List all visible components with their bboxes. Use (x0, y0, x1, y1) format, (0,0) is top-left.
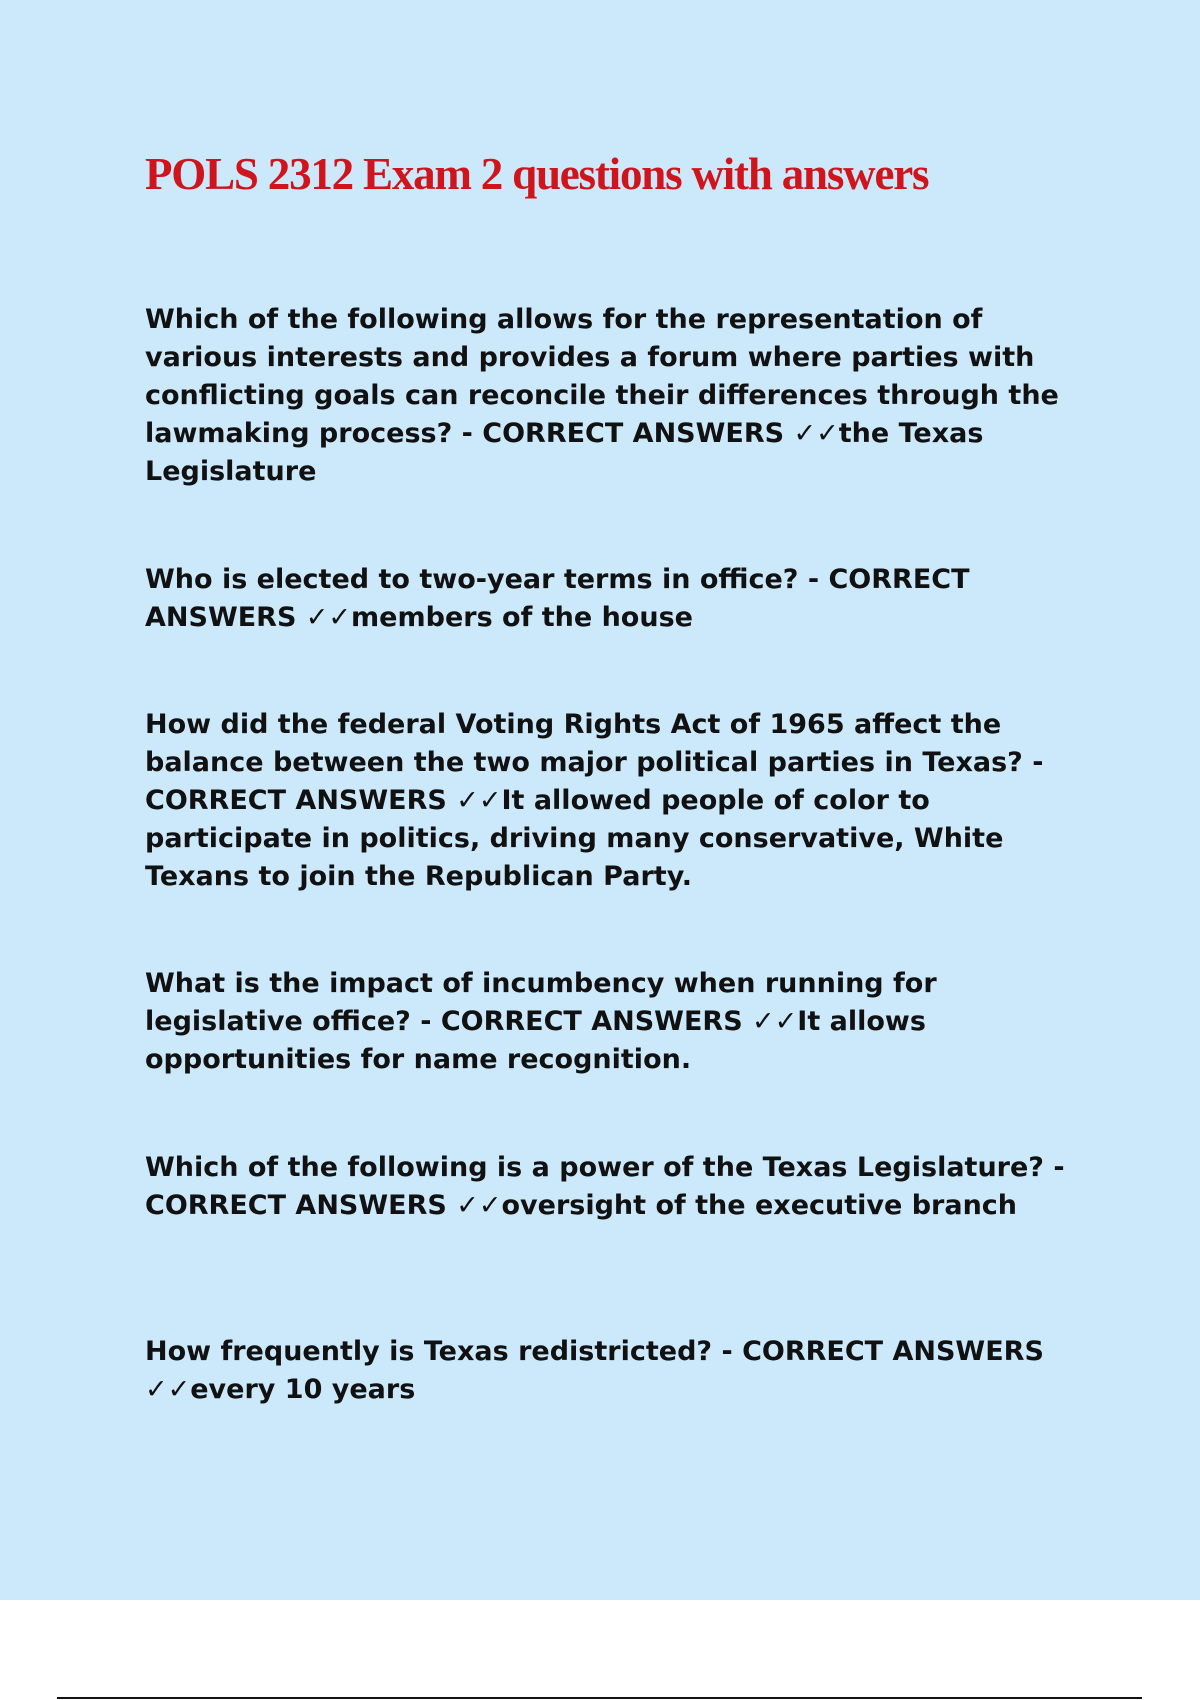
question-text: Which of the following allows for the representation of various interests and provides a forum where parties with conflicting goals can reconcile their differences through the lawmaking process? (145, 304, 1059, 449)
answer-text: It allowed people of color to participate in politics, driving many conservative, White Texans to join the Republican Party. (145, 785, 1004, 892)
correct-answers-label: - CORRECT ANSWERS ✓✓ (452, 418, 839, 449)
correct-answers-label: - CORRECT ANSWERS ✓✓ (145, 747, 1044, 816)
qa-item (145, 561, 1095, 637)
correct-answers-label: - CORRECT ANSWERS ✓✓ (145, 564, 970, 633)
document-title: POLS 2312 Exam 2 questions with answers (145, 149, 929, 199)
qa-item (145, 301, 1095, 491)
qa-item (145, 706, 1095, 896)
qa-item (145, 965, 1095, 1079)
answer-text: members of the house (351, 602, 693, 633)
question-text: What is the impact of incumbency when running for legislative office? (145, 968, 937, 1037)
correct-answers-label: - CORRECT ANSWERS ✓✓ (145, 1152, 1065, 1221)
question-text: How frequently is Texas redistricted? (145, 1336, 713, 1367)
question-text: How did the federal Voting Rights Act of 1965 affect the balance between the two major political parties in Texas? (145, 709, 1023, 778)
footer-divider (57, 1697, 1142, 1699)
answer-text: oversight of the executive branch (501, 1190, 1018, 1221)
question-text: Who is elected to two-year terms in office? (145, 564, 799, 595)
answer-text: the Texas Legislature (145, 418, 984, 487)
qa-item (145, 1333, 1095, 1409)
answer-text: every 10 years (190, 1374, 416, 1405)
correct-answers-label: - CORRECT ANSWERS ✓✓ (410, 1006, 798, 1037)
answer-text: It allows opportunities for name recognition. (145, 1006, 926, 1075)
correct-answers-label: - CORRECT ANSWERS ✓✓ (145, 1336, 1044, 1405)
qa-item (145, 1149, 1095, 1225)
question-text: Which of the following is a power of the Texas Legislature? (145, 1152, 1044, 1183)
